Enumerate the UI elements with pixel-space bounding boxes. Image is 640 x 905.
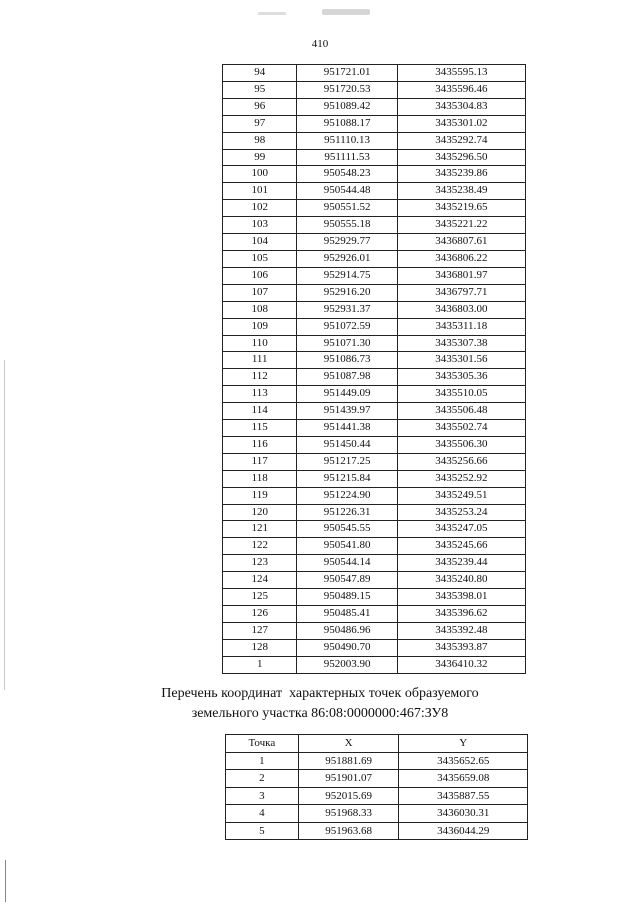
- x-cell: 950541.80: [297, 538, 397, 555]
- table-row: [223, 149, 526, 166]
- point-cell: 95: [223, 81, 297, 98]
- point-cell: 125: [223, 589, 297, 606]
- y-cell: 3435219.65: [397, 200, 525, 217]
- y-cell: 3435253.24: [397, 504, 525, 521]
- point-cell: 100: [223, 166, 297, 183]
- table-row: [223, 369, 526, 386]
- x-cell: 952931.37: [297, 301, 397, 318]
- table-row: [223, 234, 526, 251]
- x-cell: 951439.97: [297, 403, 397, 420]
- x-cell: 951963.68: [298, 822, 399, 840]
- table-row: [223, 166, 526, 183]
- x-cell: 951071.30: [297, 335, 397, 352]
- y-cell: 3435398.01: [397, 589, 525, 606]
- table-row: [223, 386, 526, 403]
- point-cell: 115: [223, 420, 297, 437]
- table-row: [223, 521, 526, 538]
- y-cell: 3435307.38: [397, 335, 525, 352]
- y-cell: 3435311.18: [397, 318, 525, 335]
- y-cell: 3435506.30: [397, 436, 525, 453]
- y-cell: 3435256.66: [397, 453, 525, 470]
- x-cell: 951450.44: [297, 436, 397, 453]
- point-cell: 117: [223, 453, 297, 470]
- x-cell: 952003.90: [297, 656, 397, 673]
- section-heading: [0, 684, 640, 724]
- header-y: Y: [399, 735, 528, 753]
- x-cell: 952926.01: [297, 250, 397, 267]
- table-row: [223, 656, 526, 673]
- point-cell: 126: [223, 606, 297, 623]
- x-cell: 951087.98: [297, 369, 397, 386]
- y-cell: 3435292.74: [397, 132, 525, 149]
- x-cell: 951217.25: [297, 453, 397, 470]
- y-cell: 3436410.32: [397, 656, 525, 673]
- table-row: [223, 200, 526, 217]
- table-row: [226, 822, 528, 840]
- point-cell: 1: [223, 656, 297, 673]
- x-cell: 950548.23: [297, 166, 397, 183]
- table-row: [223, 589, 526, 606]
- point-cell: 3: [226, 787, 299, 805]
- point-cell: 122: [223, 538, 297, 555]
- coordinates-table-continued: [222, 64, 526, 674]
- x-cell: 950486.96: [297, 622, 397, 639]
- point-cell: 107: [223, 284, 297, 301]
- page-number: 410: [311, 38, 329, 50]
- y-cell: 3435245.66: [397, 538, 525, 555]
- x-cell: 951088.17: [297, 115, 397, 132]
- scan-smudge-left: [258, 12, 286, 15]
- y-cell: 3435596.46: [397, 81, 525, 98]
- point-cell: 119: [223, 487, 297, 504]
- y-cell: 3435247.05: [397, 521, 525, 538]
- y-cell: 3435238.49: [397, 183, 525, 200]
- x-cell: 951901.07: [298, 770, 399, 788]
- table-row: [223, 335, 526, 352]
- y-cell: 3436044.29: [399, 822, 528, 840]
- x-cell: 951224.90: [297, 487, 397, 504]
- y-cell: 3435502.74: [397, 420, 525, 437]
- table-row: [226, 752, 528, 770]
- table-row: [223, 504, 526, 521]
- header-x: X: [298, 735, 399, 753]
- x-cell: 952914.75: [297, 267, 397, 284]
- point-cell: 102: [223, 200, 297, 217]
- y-cell: 3435510.05: [397, 386, 525, 403]
- table-row: [223, 284, 526, 301]
- y-cell: 3436806.22: [397, 250, 525, 267]
- table-row: [226, 787, 528, 805]
- point-cell: 2: [226, 770, 299, 788]
- point-cell: 128: [223, 639, 297, 656]
- point-cell: 108: [223, 301, 297, 318]
- y-cell: 3435652.65: [399, 752, 528, 770]
- table-row: [223, 420, 526, 437]
- y-cell: 3436030.31: [399, 805, 528, 823]
- point-cell: 4: [226, 805, 299, 823]
- y-cell: 3435396.62: [397, 606, 525, 623]
- x-cell: 950485.41: [297, 606, 397, 623]
- x-cell: 950490.70: [297, 639, 397, 656]
- header-point: Точка: [226, 735, 299, 753]
- y-cell: 3436801.97: [397, 267, 525, 284]
- coordinates-table-body: [223, 65, 526, 674]
- point-cell: 123: [223, 555, 297, 572]
- y-cell: 3435249.51: [397, 487, 525, 504]
- point-cell: 96: [223, 98, 297, 115]
- point-cell: 111: [223, 352, 297, 369]
- point-cell: 103: [223, 217, 297, 234]
- x-cell: 951226.31: [297, 504, 397, 521]
- point-cell: 114: [223, 403, 297, 420]
- heading-line-2: земельного участка 86:08:0000000:467:ЗУ8: [191, 706, 449, 721]
- y-cell: 3435240.80: [397, 572, 525, 589]
- y-cell: 3435506.48: [397, 403, 525, 420]
- table-row: [223, 132, 526, 149]
- point-cell: 113: [223, 386, 297, 403]
- point-cell: 118: [223, 470, 297, 487]
- table-row: [223, 250, 526, 267]
- x-cell: 951968.33: [298, 805, 399, 823]
- y-cell: 3435301.02: [397, 115, 525, 132]
- y-cell: 3436797.71: [397, 284, 525, 301]
- point-cell: 110: [223, 335, 297, 352]
- scan-smudge-right: [322, 9, 370, 15]
- heading-line-1: Перечень координат характерных точек образуемого: [161, 686, 479, 701]
- point-cell: 106: [223, 267, 297, 284]
- table-row: [223, 436, 526, 453]
- table-row: [226, 770, 528, 788]
- point-cell: 101: [223, 183, 297, 200]
- table-row: [223, 81, 526, 98]
- y-cell: 3435239.86: [397, 166, 525, 183]
- table-row: [223, 639, 526, 656]
- table-row: [223, 538, 526, 555]
- margin-line-bottom: [5, 860, 6, 902]
- table-row: [223, 572, 526, 589]
- point-cell: 99: [223, 149, 297, 166]
- margin-line: [4, 360, 5, 690]
- y-cell: 3436803.00: [397, 301, 525, 318]
- x-cell: 951449.09: [297, 386, 397, 403]
- parcel-coordinates-table: [225, 734, 528, 840]
- x-cell: 951215.84: [297, 470, 397, 487]
- y-cell: 3435296.50: [397, 149, 525, 166]
- table-row: [223, 318, 526, 335]
- y-cell: 3435221.22: [397, 217, 525, 234]
- table-row: [223, 487, 526, 504]
- x-cell: 951089.42: [297, 98, 397, 115]
- y-cell: 3436807.61: [397, 234, 525, 251]
- x-cell: 951111.53: [297, 149, 397, 166]
- x-cell: 952916.20: [297, 284, 397, 301]
- table-row: [223, 65, 526, 82]
- point-cell: 124: [223, 572, 297, 589]
- point-cell: 98: [223, 132, 297, 149]
- y-cell: 3435305.36: [397, 369, 525, 386]
- point-cell: 112: [223, 369, 297, 386]
- point-cell: 5: [226, 822, 299, 840]
- x-cell: 950489.15: [297, 589, 397, 606]
- point-cell: 116: [223, 436, 297, 453]
- x-cell: 950551.52: [297, 200, 397, 217]
- y-cell: 3435887.55: [399, 787, 528, 805]
- table-row: [223, 98, 526, 115]
- point-cell: 105: [223, 250, 297, 267]
- table-row: [223, 555, 526, 572]
- point-cell: 109: [223, 318, 297, 335]
- point-cell: 121: [223, 521, 297, 538]
- table-header-row: [226, 735, 528, 753]
- table-row: [223, 267, 526, 284]
- y-cell: 3435301.56: [397, 352, 525, 369]
- point-cell: 1: [226, 752, 299, 770]
- table-row: [223, 470, 526, 487]
- x-cell: 951881.69: [298, 752, 399, 770]
- y-cell: 3435595.13: [397, 65, 525, 82]
- y-cell: 3435393.87: [397, 639, 525, 656]
- x-cell: 950544.48: [297, 183, 397, 200]
- table-row: [223, 115, 526, 132]
- x-cell: 950544.14: [297, 555, 397, 572]
- x-cell: 950545.55: [297, 521, 397, 538]
- point-cell: 120: [223, 504, 297, 521]
- table-row: [223, 453, 526, 470]
- parcel-table-body: [226, 752, 528, 840]
- table-row: [223, 606, 526, 623]
- table-row: [223, 403, 526, 420]
- table-row: [223, 352, 526, 369]
- point-cell: 127: [223, 622, 297, 639]
- y-cell: 3435252.92: [397, 470, 525, 487]
- x-cell: 951720.53: [297, 81, 397, 98]
- x-cell: 950547.89: [297, 572, 397, 589]
- x-cell: 952015.69: [298, 787, 399, 805]
- y-cell: 3435392.48: [397, 622, 525, 639]
- x-cell: 951721.01: [297, 65, 397, 82]
- point-cell: 97: [223, 115, 297, 132]
- x-cell: 951072.59: [297, 318, 397, 335]
- y-cell: 3435239.44: [397, 555, 525, 572]
- x-cell: 952929.77: [297, 234, 397, 251]
- x-cell: 951441.38: [297, 420, 397, 437]
- x-cell: 951110.13: [297, 132, 397, 149]
- table-row: [223, 301, 526, 318]
- table-row: [223, 622, 526, 639]
- table-row: [226, 805, 528, 823]
- point-cell: 104: [223, 234, 297, 251]
- table-row: [223, 217, 526, 234]
- point-cell: 94: [223, 65, 297, 82]
- y-cell: 3435304.83: [397, 98, 525, 115]
- y-cell: 3435659.08: [399, 770, 528, 788]
- table-row: [223, 183, 526, 200]
- x-cell: 951086.73: [297, 352, 397, 369]
- x-cell: 950555.18: [297, 217, 397, 234]
